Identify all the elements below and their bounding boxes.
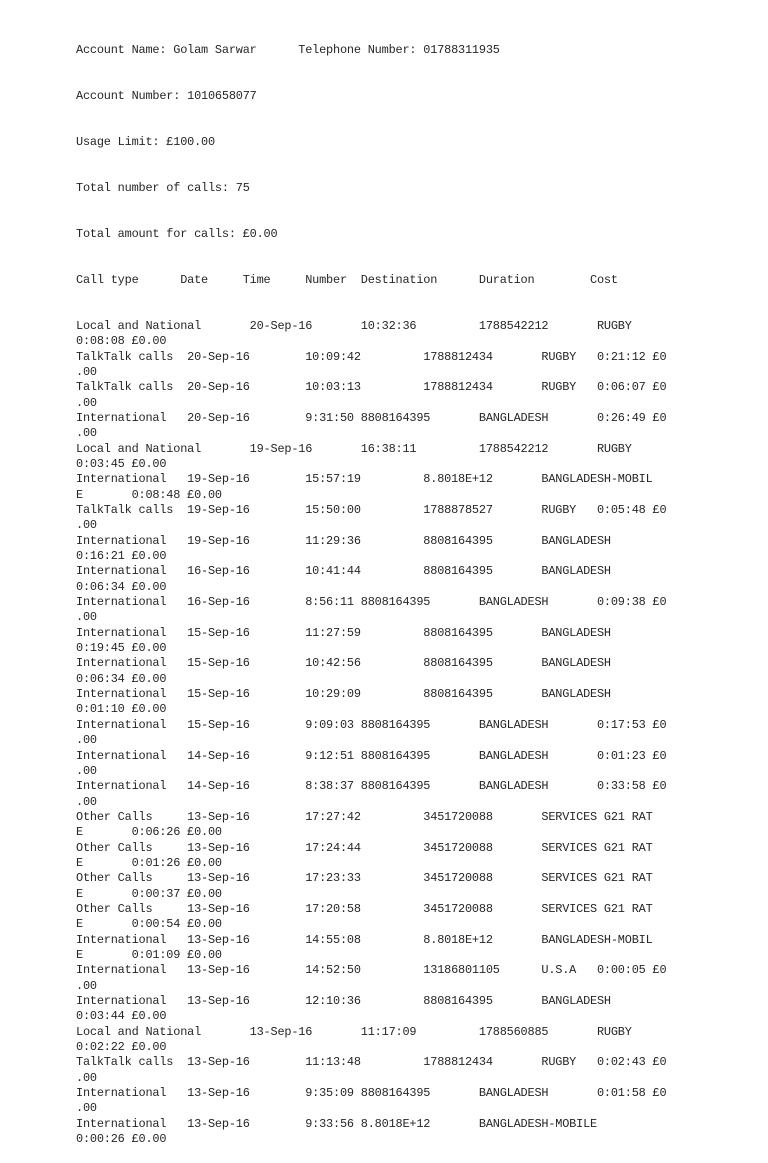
call-record-line: International 19-Sep-16 11:29:36 8808164395 BANGLADESH xyxy=(76,533,611,548)
call-record-line: International 13-Sep-16 14:52:50 13186801105 U.S.A 0:00:05 £0 xyxy=(76,963,667,978)
call-record-line: .00 xyxy=(76,395,97,410)
call-record-line: 0:03:44 £0.00 xyxy=(76,1009,167,1024)
call-list xyxy=(76,319,666,1148)
call-record-line: 0:16:21 £0.00 xyxy=(76,549,167,564)
call-record-line: .00 xyxy=(76,794,97,809)
call-record-line: International 16-Sep-16 10:41:44 8808164395 BANGLADESH xyxy=(76,564,611,579)
call-record-line: 0:19:45 £0.00 xyxy=(76,641,167,656)
call-record-line: International 13-Sep-16 14:55:08 8.8018E+12 BANGLADESH-MOBIL xyxy=(76,932,653,947)
call-record-line: 0:03:45 £0.00 xyxy=(76,456,167,471)
call-record-line: 0:00:26 £0.00 xyxy=(76,1132,167,1147)
call-record-line: Local and National 19-Sep-16 16:38:11 1788542212 RUGBY xyxy=(76,441,632,456)
call-record-line: International 15-Sep-16 9:09:03 8808164395 BANGLADESH 0:17:53 £0 xyxy=(76,717,667,732)
call-record-line: International 15-Sep-16 11:27:59 8808164395 BANGLADESH xyxy=(76,625,611,640)
call-record-line: E 0:08:48 £0.00 xyxy=(76,487,222,502)
call-record-line: International 13-Sep-16 9:33:56 8.8018E+12 BANGLADESH-MOBILE xyxy=(76,1116,597,1131)
call-record-line: Other Calls 13-Sep-16 17:20:58 3451720088 SERVICES G21 RAT xyxy=(76,901,653,916)
call-record-line: Local and National 20-Sep-16 10:32:36 1788542212 RUGBY xyxy=(76,318,632,333)
call-record-line: .00 xyxy=(76,978,97,993)
total-amount-line: Total amount for calls: £0.00 xyxy=(76,226,278,241)
call-record-line: 0:01:10 £0.00 xyxy=(76,702,167,717)
call-record-line: Other Calls 13-Sep-16 17:27:42 3451720088 SERVICES G21 RAT xyxy=(76,809,653,824)
call-record-line: .00 xyxy=(76,364,97,379)
account-number-line: Account Number: 1010658077 xyxy=(76,88,257,103)
call-record-line: .00 xyxy=(76,610,97,625)
call-record-line: .00 xyxy=(76,518,97,533)
call-record-line: .00 xyxy=(76,763,97,778)
call-record-line: .00 xyxy=(76,1101,97,1116)
call-record-line: Local and National 13-Sep-16 11:17:09 1788560885 RUGBY xyxy=(76,1024,632,1039)
call-record-line: .00 xyxy=(76,1070,97,1085)
call-record-line: 0:06:34 £0.00 xyxy=(76,579,167,594)
call-statement xyxy=(76,12,666,1163)
call-record-line: International 13-Sep-16 12:10:36 8808164395 BANGLADESH xyxy=(76,994,611,1008)
call-record-line: E 0:06:26 £0.00 xyxy=(76,825,222,840)
call-record-line: E 0:00:54 £0.00 xyxy=(76,917,222,932)
call-record-line: TalkTalk calls 19-Sep-16 15:50:00 1788878527 RUGBY 0:05:48 £0 xyxy=(76,503,667,517)
total-calls-line: Total number of calls: 75 xyxy=(76,180,250,195)
call-record-line: International 15-Sep-16 10:42:56 8808164395 BANGLADESH xyxy=(76,656,611,671)
call-record-line: Other Calls 13-Sep-16 17:23:33 3451720088 SERVICES G21 RAT xyxy=(76,871,653,886)
call-record-line: International 16-Sep-16 8:56:11 8808164395 BANGLADESH 0:09:38 £0 xyxy=(76,595,667,610)
call-record-line: E 0:00:37 £0.00 xyxy=(76,886,222,901)
column-header-line: Call type Date Time Number Destination Duration Cost xyxy=(76,272,618,287)
usage-limit-line: Usage Limit: £100.00 xyxy=(76,134,215,149)
call-record-line: E 0:01:26 £0.00 xyxy=(76,855,222,870)
call-record-line: International 15-Sep-16 10:29:09 8808164395 BANGLADESH xyxy=(76,687,611,702)
call-record-line: 0:08:08 £0.00 xyxy=(76,334,167,349)
call-record-line: TalkTalk calls 20-Sep-16 10:03:13 1788812434 RUGBY 0:06:07 £0 xyxy=(76,380,667,395)
call-record-line: International 14-Sep-16 8:38:37 8808164395 BANGLADESH 0:33:58 £0 xyxy=(76,779,667,794)
call-record-line: .00 xyxy=(76,426,97,441)
call-record-line: Other Calls 13-Sep-16 17:24:44 3451720088 SERVICES G21 RAT xyxy=(76,840,653,855)
call-record-line: TalkTalk calls 20-Sep-16 10:09:42 1788812434 RUGBY 0:21:12 £0 xyxy=(76,349,667,364)
call-record-line: E 0:01:09 £0.00 xyxy=(76,947,222,962)
call-record-line: .00 xyxy=(76,733,97,748)
call-record-line: 0:02:22 £0.00 xyxy=(76,1040,167,1055)
call-record-line: International 13-Sep-16 9:35:09 8808164395 BANGLADESH 0:01:58 £0 xyxy=(76,1086,667,1101)
call-record-line: International 20-Sep-16 9:31:50 8808164395 BANGLADESH 0:26:49 £0 xyxy=(76,410,667,425)
call-record-line: International 14-Sep-16 9:12:51 8808164395 BANGLADESH 0:01:23 £0 xyxy=(76,748,667,763)
call-record-line: 0:06:34 £0.00 xyxy=(76,671,167,686)
account-name-line: Account Name: Golam Sarwar Telephone Number: 01788311935 xyxy=(76,42,500,57)
call-record-line: International 19-Sep-16 15:57:19 8.8018E+12 BANGLADESH-MOBIL xyxy=(76,472,653,487)
call-record-line: TalkTalk calls 13-Sep-16 11:13:48 1788812434 RUGBY 0:02:43 £0 xyxy=(76,1055,667,1070)
